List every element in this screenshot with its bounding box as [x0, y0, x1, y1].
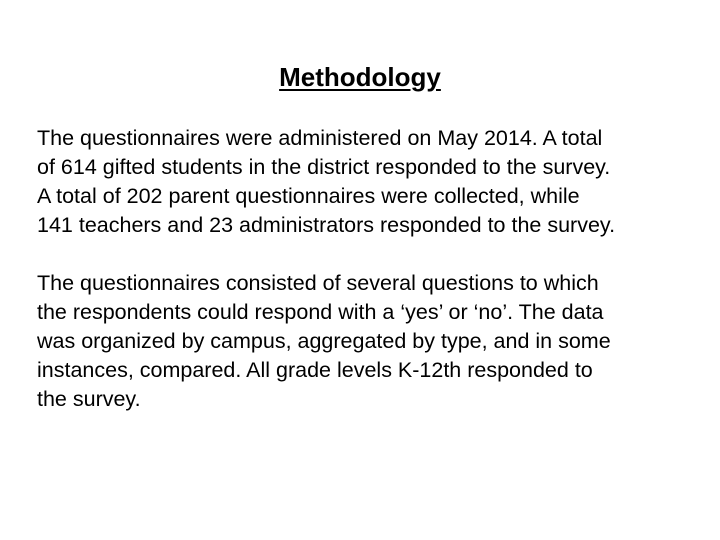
paragraph-1 [37, 124, 697, 240]
paragraph-2-line-5: the survey. [37, 387, 141, 411]
slide-title: Methodology [279, 62, 441, 92]
paragraph-1-line-2: of 614 gifted students in the district responded to the survey. [37, 155, 611, 179]
paragraph-2-line-4: instances, compared. All grade levels K-12th responded to [37, 358, 593, 382]
paragraph-2 [37, 269, 697, 414]
paragraph-1-line-1: The questionnaires were administered on May 2014. A total [37, 126, 603, 150]
slide-body [37, 124, 697, 414]
paragraph-2-line-1: The questionnaires consisted of several questions to which [37, 271, 599, 295]
paragraph-2-line-2: the respondents could respond with a ‘yes’ or ‘no’. The data [37, 300, 604, 324]
paragraph-2-line-3: was organized by campus, aggregated by type, and in some [37, 329, 611, 353]
paragraph-1-line-3: A total of 202 parent questionnaires were collected, while [37, 184, 580, 208]
paragraph-1-line-4: 141 teachers and 23 administrators responded to the survey. [37, 213, 616, 237]
